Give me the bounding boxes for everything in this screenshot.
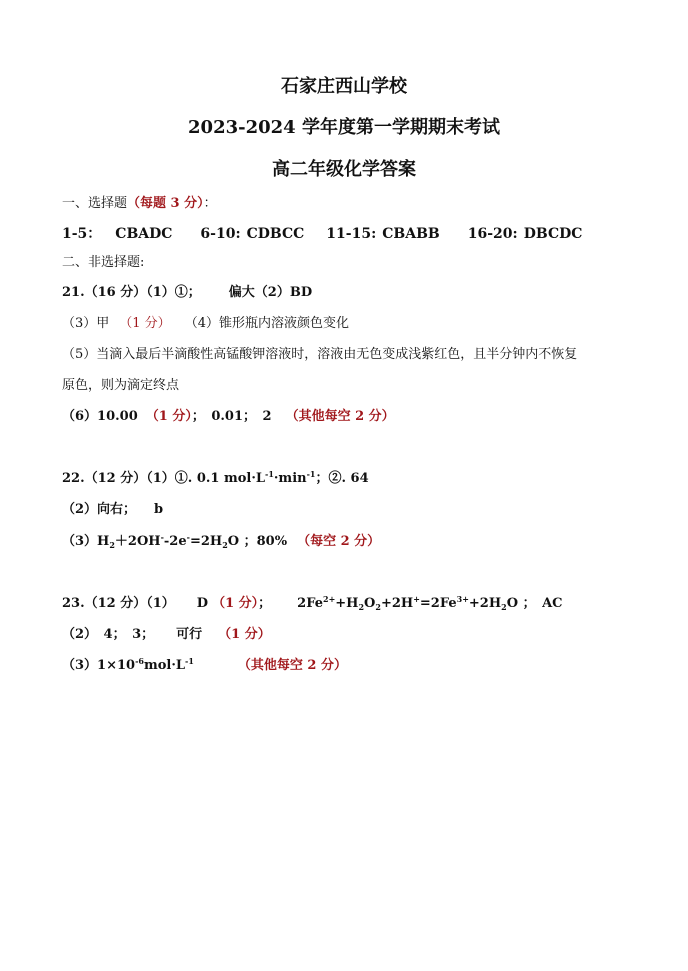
q23-sup-2: + xyxy=(413,594,420,604)
q23-line-2 xyxy=(62,626,271,644)
q23-eq-a: 2Fe xyxy=(297,596,323,611)
q22-part2-a: （2）向右； xyxy=(62,502,137,517)
q23-sub-1: 2 xyxy=(358,602,365,612)
q23-eq-d: +2H xyxy=(380,596,414,611)
q23-score-note-2: （1 分） xyxy=(218,627,271,642)
q21-score-note-1: （1 分） xyxy=(119,316,171,331)
q23-line-3 xyxy=(62,657,347,675)
q23-sub-3: 2 xyxy=(501,602,507,612)
q21-part6: （6）10.00 xyxy=(62,409,138,424)
q22-line-2 xyxy=(62,501,163,519)
q21-part3: （3）甲 xyxy=(62,316,110,331)
q22-sup-1: -1 xyxy=(265,469,274,479)
mc-answers-1: CBADC xyxy=(115,226,173,242)
q22-score-note: （每空 2 分） xyxy=(297,534,381,549)
q22-part2-b: b xyxy=(154,502,164,517)
q22-eq-a: （3）H xyxy=(62,534,110,549)
q23-eq-b: +H xyxy=(335,596,359,611)
q23-score-note-3: （其他每空 2 分） xyxy=(237,658,347,673)
q23-sep: ； xyxy=(258,596,272,611)
q23-eq-g: O ； AC xyxy=(506,596,563,611)
q21-line-4: 原色，则为滴定终点 xyxy=(62,378,180,393)
mc-answers-row xyxy=(62,225,582,243)
q22-line-1 xyxy=(62,470,369,488)
q21-line-5 xyxy=(62,408,395,426)
q22-eq-d: =2H xyxy=(189,534,223,549)
section-1-score-note: （每题 3 分） xyxy=(127,196,204,211)
section-1-heading xyxy=(62,195,217,213)
q22-sub-1: 2 xyxy=(109,540,115,550)
q22-eq-e: O ；80% xyxy=(227,534,288,549)
q23-eq-f: +2H xyxy=(468,596,502,611)
q23-score-note-1: （1 分） xyxy=(212,596,259,611)
q21-part2: 偏大（2）BD xyxy=(228,285,313,300)
q21-part1: 21.（16 分）（1）①； xyxy=(62,285,201,300)
q21-part6-values: ； 0.01； 2 xyxy=(191,409,272,424)
q21-part4: （4）锥形瓶内溶液颜色变化 xyxy=(184,316,349,331)
q23-sup-4: -6 xyxy=(135,656,144,666)
q23-eq-c: O xyxy=(364,596,376,611)
exam-title: 2023-2024 学年度第一学期期末考试 xyxy=(188,117,500,138)
q21-score-note-2: （1 分） xyxy=(145,409,192,424)
q22-eq-b: ＋2OH xyxy=(114,534,161,549)
subject-title: 高二年级化学答案 xyxy=(272,159,416,180)
q21-line-1 xyxy=(62,284,312,302)
q22-sup-2: -1 xyxy=(306,469,316,479)
q22-eq-c: -2e xyxy=(163,534,187,549)
q23-part1-a: 23.（12 分）（1） xyxy=(62,596,175,611)
q22-sup-4: - xyxy=(186,532,190,542)
q23-sup-3: 3+ xyxy=(456,594,469,604)
q21-score-note-3: （其他每空 2 分） xyxy=(285,409,395,424)
mc-answers-2: CDBCC xyxy=(246,226,305,242)
q23-part3-b: mol·L xyxy=(143,658,185,673)
q23-part3-a: （3）1×10 xyxy=(62,658,136,673)
q22-line-3 xyxy=(62,533,380,551)
q23-eq-e: =2Fe xyxy=(419,596,457,611)
q22-part1-a: 22.（12 分）（1）①. 0.1 mol·L xyxy=(62,471,266,486)
q23-sup-1: 2+ xyxy=(323,594,336,604)
mc-range-3: 11-15: xyxy=(326,226,377,242)
q22-sup-3: - xyxy=(160,532,164,542)
q21-line-2 xyxy=(62,315,349,333)
q22-part1-b: ·min xyxy=(273,471,307,486)
school-title: 石家庄西山学校 xyxy=(281,76,407,97)
q22-sub-2: 2 xyxy=(222,540,228,550)
q23-part1-answer: D xyxy=(196,596,209,611)
mc-range-2: 6-10: xyxy=(200,226,241,242)
mc-range-4: 16-20: xyxy=(467,226,518,242)
q23-sup-5: -1 xyxy=(185,656,194,666)
section-1-label: 一、选择题 xyxy=(62,196,128,211)
q21-line-3: （5）当滴入最后半滴酸性高锰酸钾溶液时，溶液由无色变成浅紫红色，且半分钟内不恢复 xyxy=(62,347,578,362)
section-2-heading: 二、非选择题: xyxy=(62,255,145,270)
mc-answers-4: DBCDC xyxy=(523,226,583,242)
section-1-suffix: ： xyxy=(203,196,217,211)
q23-part2-a: （2） 4； 3； xyxy=(62,627,155,642)
q23-sub-2: 2 xyxy=(375,602,381,612)
mc-answers-3: CBABB xyxy=(382,226,440,242)
mc-range-1: 1-5： xyxy=(62,226,102,242)
q23-part2-b: 可行 xyxy=(176,627,203,642)
q22-part1-c: ；②. 64 xyxy=(315,471,369,486)
q23-line-1 xyxy=(62,595,563,613)
